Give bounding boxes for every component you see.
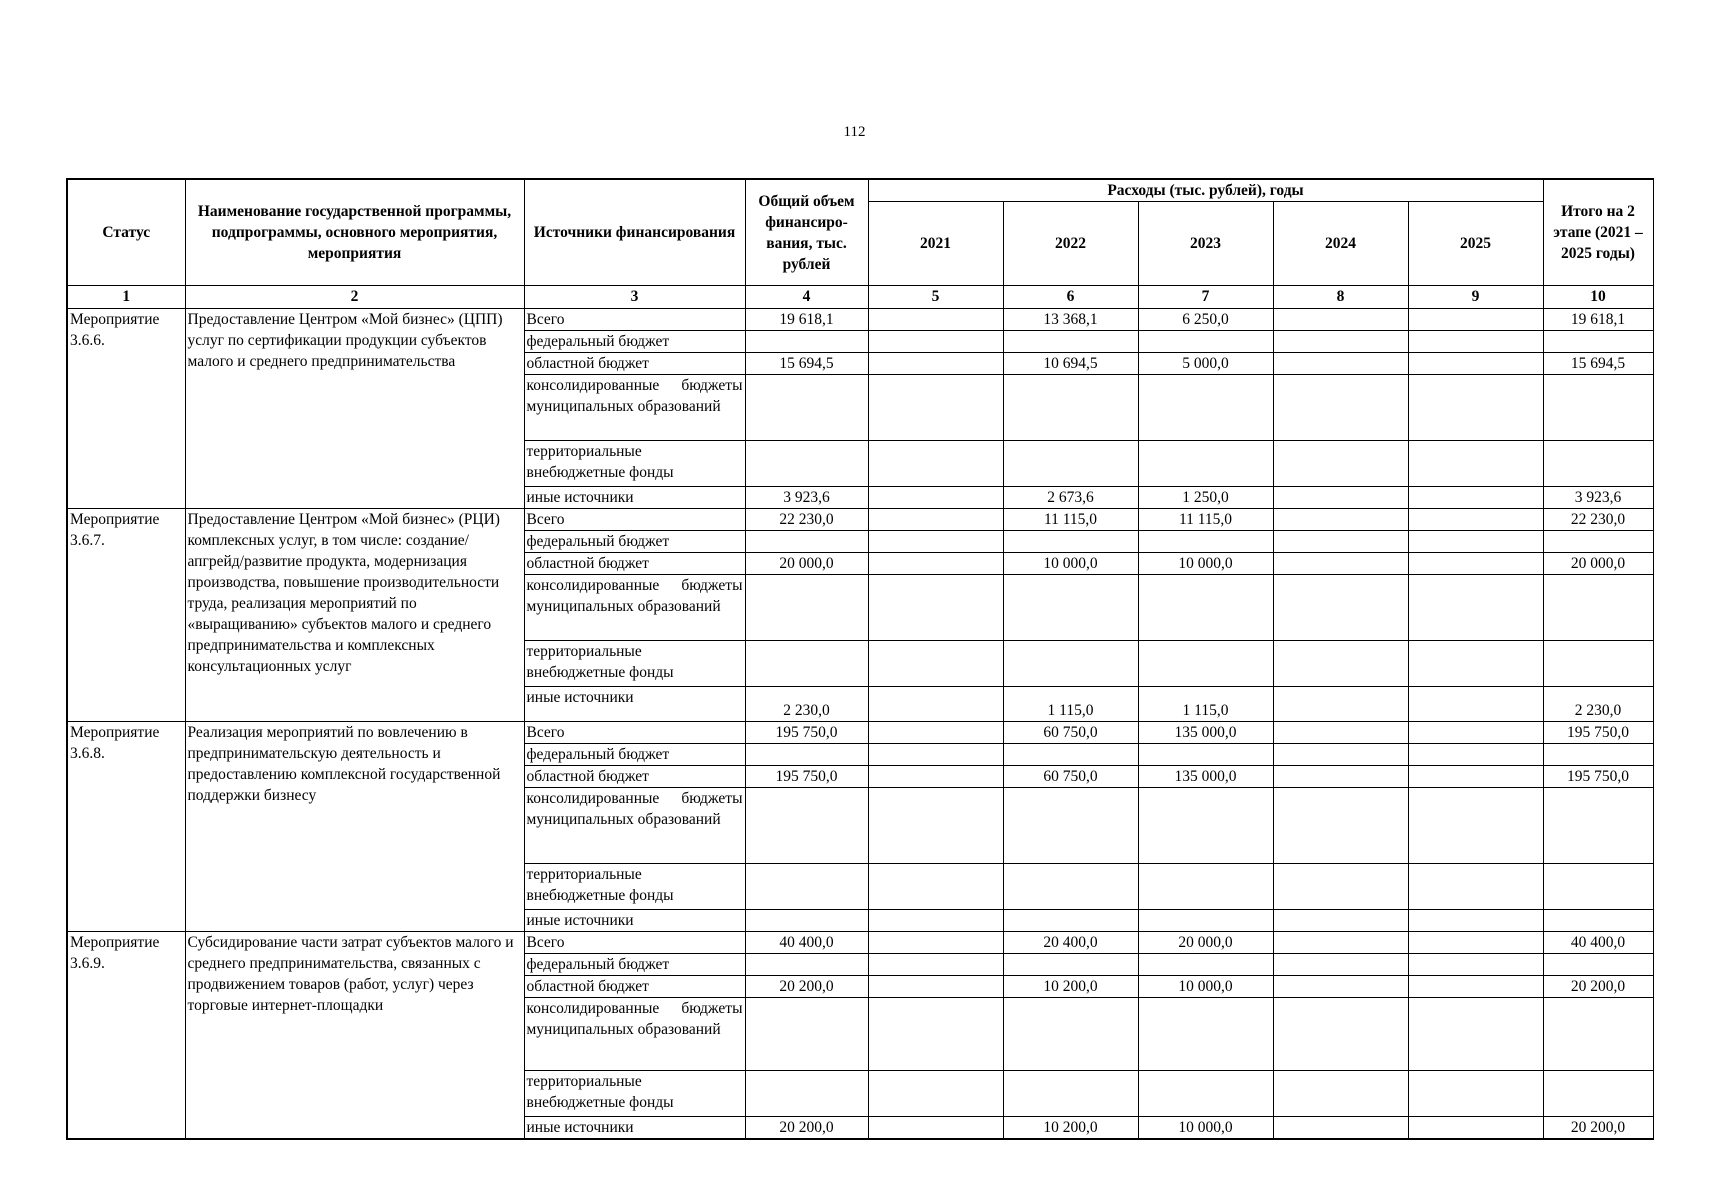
year-2022-cell	[1003, 375, 1138, 441]
year-2022-cell	[1003, 998, 1138, 1071]
funding-source: федеральный бюджет	[524, 331, 745, 353]
stage-total-cell: 20 000,0	[1543, 553, 1653, 575]
year-2023-cell	[1138, 575, 1273, 641]
year-2024-cell	[1273, 910, 1408, 932]
year-2021-cell	[868, 998, 1003, 1071]
stage-total-cell: 195 750,0	[1543, 722, 1653, 744]
year-2022-cell	[1003, 1071, 1138, 1117]
year-2025-cell	[1408, 1071, 1543, 1117]
total-volume-cell: 3 923,6	[745, 487, 868, 509]
year-2022-cell: 10 000,0	[1003, 553, 1138, 575]
funding-source: территориальные внебюджетные фонды	[524, 441, 745, 487]
year-2021-cell	[868, 353, 1003, 375]
funding-source: иные источники	[524, 687, 745, 722]
total-volume-cell: 20 200,0	[745, 976, 868, 998]
year-2022-cell: 10 200,0	[1003, 976, 1138, 998]
year-2021-cell	[868, 932, 1003, 954]
year-2022-cell	[1003, 575, 1138, 641]
year-2021-cell	[868, 1071, 1003, 1117]
year-2022-cell: 60 750,0	[1003, 766, 1138, 788]
year-2025-cell	[1408, 353, 1543, 375]
year-2022-cell: 10 200,0	[1003, 1117, 1138, 1140]
stage-total-cell	[1543, 864, 1653, 910]
table-row	[67, 722, 1653, 744]
total-volume-cell: 15 694,5	[745, 353, 868, 375]
year-2023-cell: 135 000,0	[1138, 766, 1273, 788]
year-2023-cell: 10 000,0	[1138, 553, 1273, 575]
header-status: Статус	[67, 179, 185, 286]
year-2021-cell	[868, 744, 1003, 766]
table-row	[67, 309, 1653, 331]
total-volume-cell: 2 230,0	[745, 687, 868, 722]
funding-source: иные источники	[524, 1117, 745, 1140]
year-2022-cell: 10 694,5	[1003, 353, 1138, 375]
stage-total-cell: 40 400,0	[1543, 932, 1653, 954]
year-2023-cell	[1138, 375, 1273, 441]
funding-source: Всего	[524, 509, 745, 531]
column-number: 2	[185, 286, 524, 309]
table-row	[67, 509, 1653, 531]
stage-total-cell: 3 923,6	[1543, 487, 1653, 509]
stage-total-cell	[1543, 998, 1653, 1071]
header-total-volume: Общий объем финансиро-вания, тыс. рублей	[745, 179, 868, 286]
column-number: 5	[868, 286, 1003, 309]
total-volume-cell	[745, 575, 868, 641]
total-volume-cell: 40 400,0	[745, 932, 868, 954]
year-2025-cell	[1408, 788, 1543, 864]
year-2021-cell	[868, 553, 1003, 575]
stage-total-cell	[1543, 954, 1653, 976]
funding-source: областной бюджет	[524, 353, 745, 375]
year-2024-cell	[1273, 1117, 1408, 1140]
total-volume-cell: 20 000,0	[745, 553, 868, 575]
total-volume-cell	[745, 1071, 868, 1117]
column-number: 9	[1408, 286, 1543, 309]
stage-total-cell: 20 200,0	[1543, 1117, 1653, 1140]
column-number-row	[67, 286, 1653, 309]
year-2023-cell	[1138, 331, 1273, 353]
year-2025-cell	[1408, 531, 1543, 553]
stage-total-cell	[1543, 641, 1653, 687]
column-number: 6	[1003, 286, 1138, 309]
year-2025-cell	[1408, 687, 1543, 722]
year-2023-cell	[1138, 441, 1273, 487]
year-2024-cell	[1273, 976, 1408, 998]
header-stage-total: Итого на 2 этапе (2021 – 2025 годы)	[1543, 179, 1653, 286]
year-2022-cell: 60 750,0	[1003, 722, 1138, 744]
year-2022-cell: 2 673,6	[1003, 487, 1138, 509]
year-2025-cell	[1408, 744, 1543, 766]
year-2025-cell	[1408, 1117, 1543, 1140]
year-2025-cell	[1408, 976, 1543, 998]
year-2023-cell: 1 250,0	[1138, 487, 1273, 509]
total-volume-cell	[745, 331, 868, 353]
stage-total-cell	[1543, 375, 1653, 441]
year-2021-cell	[868, 766, 1003, 788]
activity-name: Субсидирование части затрат субъектов малого и среднего предпринимательства, связанных с продвижением товаров (работ, услуг) через торговые интернет-площадки	[185, 932, 524, 1140]
total-volume-cell	[745, 744, 868, 766]
year-2025-cell	[1408, 766, 1543, 788]
year-2021-cell	[868, 976, 1003, 998]
year-2021-cell	[868, 687, 1003, 722]
column-number: 4	[745, 286, 868, 309]
column-number: 7	[1138, 286, 1273, 309]
stage-total-cell: 20 200,0	[1543, 976, 1653, 998]
year-2023-cell: 1 115,0	[1138, 687, 1273, 722]
year-2021-cell	[868, 954, 1003, 976]
funding-source: федеральный бюджет	[524, 954, 745, 976]
year-2022-cell	[1003, 331, 1138, 353]
table-header	[67, 179, 1653, 309]
column-number: 8	[1273, 286, 1408, 309]
header-sources: Источники финансирования	[524, 179, 745, 286]
year-2025-cell	[1408, 309, 1543, 331]
year-2025-cell	[1408, 910, 1543, 932]
total-volume-cell	[745, 864, 868, 910]
year-2021-cell	[868, 331, 1003, 353]
year-2023-cell: 11 115,0	[1138, 509, 1273, 531]
year-2025-cell	[1408, 509, 1543, 531]
header-year: 2025	[1408, 202, 1543, 286]
total-volume-cell	[745, 441, 868, 487]
total-volume-cell	[745, 788, 868, 864]
year-2025-cell	[1408, 932, 1543, 954]
year-2022-cell	[1003, 441, 1138, 487]
year-2021-cell	[868, 309, 1003, 331]
year-2025-cell	[1408, 954, 1543, 976]
year-2023-cell	[1138, 788, 1273, 864]
stage-total-cell	[1543, 1071, 1653, 1117]
year-2024-cell	[1273, 722, 1408, 744]
funding-source: консолидированные бюджеты муниципальных образований	[524, 788, 745, 864]
total-volume-cell: 20 200,0	[745, 1117, 868, 1140]
year-2023-cell: 20 000,0	[1138, 932, 1273, 954]
year-2025-cell	[1408, 441, 1543, 487]
stage-total-cell: 195 750,0	[1543, 766, 1653, 788]
total-volume-cell: 22 230,0	[745, 509, 868, 531]
stage-total-cell	[1543, 441, 1653, 487]
year-2024-cell	[1273, 553, 1408, 575]
year-2023-cell: 6 250,0	[1138, 309, 1273, 331]
stage-total-cell: 22 230,0	[1543, 509, 1653, 531]
year-2022-cell: 13 368,1	[1003, 309, 1138, 331]
year-2021-cell	[868, 531, 1003, 553]
year-2024-cell	[1273, 1071, 1408, 1117]
year-2021-cell	[868, 864, 1003, 910]
funding-source: Всего	[524, 932, 745, 954]
activity-status: Мероприятие 3.6.6.	[67, 309, 185, 509]
table-row	[67, 932, 1653, 954]
budget-table	[66, 178, 1654, 1140]
year-2023-cell	[1138, 744, 1273, 766]
stage-total-cell	[1543, 531, 1653, 553]
year-2022-cell: 11 115,0	[1003, 509, 1138, 531]
total-volume-cell	[745, 954, 868, 976]
year-2021-cell	[868, 641, 1003, 687]
year-2022-cell	[1003, 744, 1138, 766]
year-2023-cell	[1138, 1071, 1273, 1117]
page-number: 112	[843, 124, 866, 140]
year-2021-cell	[868, 375, 1003, 441]
activity-status: Мероприятие 3.6.7.	[67, 509, 185, 722]
year-2023-cell	[1138, 910, 1273, 932]
year-2022-cell	[1003, 910, 1138, 932]
year-2025-cell	[1408, 722, 1543, 744]
year-2025-cell	[1408, 487, 1543, 509]
year-2022-cell	[1003, 788, 1138, 864]
year-2025-cell	[1408, 864, 1543, 910]
funding-source: федеральный бюджет	[524, 744, 745, 766]
year-2024-cell	[1273, 375, 1408, 441]
year-2024-cell	[1273, 788, 1408, 864]
total-volume-cell	[745, 641, 868, 687]
year-2024-cell	[1273, 575, 1408, 641]
year-2025-cell	[1408, 331, 1543, 353]
year-2022-cell	[1003, 531, 1138, 553]
year-2022-cell: 1 115,0	[1003, 687, 1138, 722]
year-2025-cell	[1408, 641, 1543, 687]
total-volume-cell	[745, 531, 868, 553]
year-2025-cell	[1408, 375, 1543, 441]
stage-total-cell: 2 230,0	[1543, 687, 1653, 722]
year-2023-cell	[1138, 641, 1273, 687]
year-2022-cell	[1003, 864, 1138, 910]
year-2023-cell	[1138, 998, 1273, 1071]
column-number: 3	[524, 286, 745, 309]
year-2024-cell	[1273, 766, 1408, 788]
year-2024-cell	[1273, 687, 1408, 722]
year-2023-cell: 135 000,0	[1138, 722, 1273, 744]
year-2021-cell	[868, 487, 1003, 509]
year-2024-cell	[1273, 932, 1408, 954]
header-name: Наименование государственной программы, подпрограммы, основного мероприятия, мероприятия	[185, 179, 524, 286]
year-2021-cell	[868, 1117, 1003, 1140]
year-2025-cell	[1408, 575, 1543, 641]
year-2024-cell	[1273, 309, 1408, 331]
activity-name: Предоставление Центром «Мой бизнес» (ЦПП) услуг по сертификации продукции субъектов малого и среднего предпринимательства	[185, 309, 524, 509]
funding-source: областной бюджет	[524, 553, 745, 575]
year-2021-cell	[868, 441, 1003, 487]
funding-source: территориальные внебюджетные фонды	[524, 1071, 745, 1117]
year-2021-cell	[868, 722, 1003, 744]
year-2025-cell	[1408, 998, 1543, 1071]
header-year: 2024	[1273, 202, 1408, 286]
header-year: 2023	[1138, 202, 1273, 286]
funding-source: иные источники	[524, 487, 745, 509]
total-volume-cell: 19 618,1	[745, 309, 868, 331]
stage-total-cell	[1543, 744, 1653, 766]
funding-source: консолидированные бюджеты муниципальных образований	[524, 998, 745, 1071]
table-body	[67, 309, 1653, 1140]
funding-source: территориальные внебюджетные фонды	[524, 864, 745, 910]
year-2023-cell	[1138, 531, 1273, 553]
year-2021-cell	[868, 509, 1003, 531]
funding-source: Всего	[524, 309, 745, 331]
funding-source: федеральный бюджет	[524, 531, 745, 553]
column-number: 1	[67, 286, 185, 309]
year-2023-cell	[1138, 954, 1273, 976]
year-2021-cell	[868, 910, 1003, 932]
stage-total-cell	[1543, 575, 1653, 641]
column-number: 10	[1543, 286, 1653, 309]
total-volume-cell: 195 750,0	[745, 722, 868, 744]
stage-total-cell	[1543, 331, 1653, 353]
funding-source: областной бюджет	[524, 976, 745, 998]
activity-name: Реализация мероприятий по вовлечению в предпринимательскую деятельность и предоставлению комплексной государственной поддержки бизнесу	[185, 722, 524, 932]
year-2024-cell	[1273, 641, 1408, 687]
year-2024-cell	[1273, 998, 1408, 1071]
year-2024-cell	[1273, 531, 1408, 553]
total-volume-cell	[745, 375, 868, 441]
header-year: 2021	[868, 202, 1003, 286]
funding-source: консолидированные бюджеты муниципальных образований	[524, 575, 745, 641]
year-2024-cell	[1273, 954, 1408, 976]
funding-source: областной бюджет	[524, 766, 745, 788]
funding-source: консолидированные бюджеты муниципальных образований	[524, 375, 745, 441]
stage-total-cell: 19 618,1	[1543, 309, 1653, 331]
year-2024-cell	[1273, 331, 1408, 353]
activity-status: Мероприятие 3.6.8.	[67, 722, 185, 932]
year-2022-cell	[1003, 954, 1138, 976]
year-2023-cell	[1138, 864, 1273, 910]
year-2024-cell	[1273, 487, 1408, 509]
year-2024-cell	[1273, 509, 1408, 531]
year-2024-cell	[1273, 744, 1408, 766]
year-2021-cell	[868, 788, 1003, 864]
header-year: 2022	[1003, 202, 1138, 286]
year-2023-cell: 10 000,0	[1138, 1117, 1273, 1140]
year-2024-cell	[1273, 441, 1408, 487]
stage-total-cell	[1543, 910, 1653, 932]
year-2023-cell: 10 000,0	[1138, 976, 1273, 998]
year-2022-cell: 20 400,0	[1003, 932, 1138, 954]
year-2024-cell	[1273, 353, 1408, 375]
activity-status: Мероприятие 3.6.9.	[67, 932, 185, 1140]
total-volume-cell: 195 750,0	[745, 766, 868, 788]
stage-total-cell: 15 694,5	[1543, 353, 1653, 375]
year-2023-cell: 5 000,0	[1138, 353, 1273, 375]
header-expenses: Расходы (тыс. рублей), годы	[868, 179, 1543, 202]
total-volume-cell	[745, 910, 868, 932]
year-2022-cell	[1003, 641, 1138, 687]
year-2021-cell	[868, 575, 1003, 641]
total-volume-cell	[745, 998, 868, 1071]
stage-total-cell	[1543, 788, 1653, 864]
activity-name: Предоставление Центром «Мой бизнес» (РЦИ) комплексных услуг, в том числе: создание/апгрейд/развитие продукта, модернизация производства, повышение производительности труда, реализация мероприятий по «выращиванию» субъектов малого и среднего предпринимательства и комплексных консультационных услуг	[185, 509, 524, 722]
funding-source: иные источники	[524, 910, 745, 932]
year-2025-cell	[1408, 553, 1543, 575]
funding-source: территориальные внебюджетные фонды	[524, 641, 745, 687]
year-2024-cell	[1273, 864, 1408, 910]
funding-source: Всего	[524, 722, 745, 744]
